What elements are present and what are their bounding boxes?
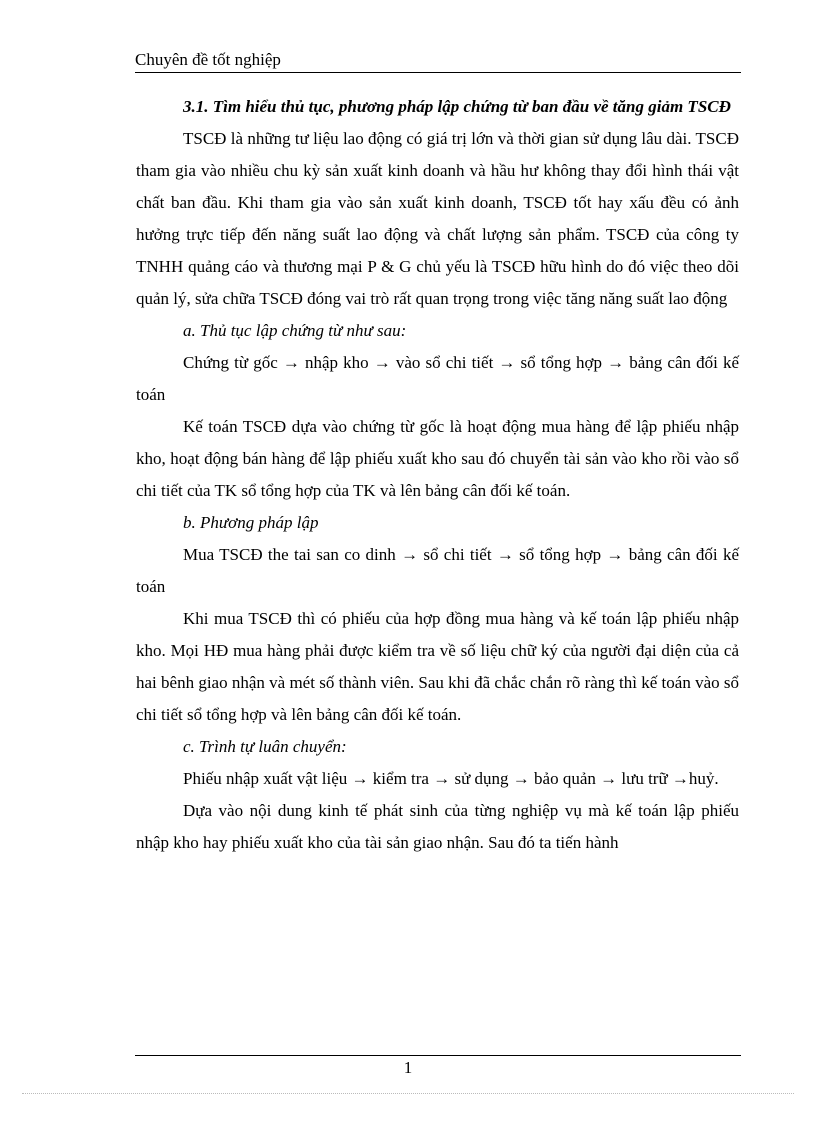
paragraph-circulation-flow: Phiếu nhập xuất vật liệu → kiểm tra → sử dụng → bảo quản → lưu trữ →huỷ. (183, 769, 719, 788)
paragraph-tscd-definition: TSCĐ là những tư liệu lao động có giá trị lớn và thời gian sử dụng lâu dài. TSCĐ tham gia vào nhiều chu kỳ sản xuất kinh doanh và hầu hư không thay đổi hình thái vật chất ban đầu. Khi tham gia vào sản xuất kinh doanh, TSCĐ tốt hay xấu đều có ảnh hưởng trực tiếp đến năng suất lao động và chất lượng sản phẩm. TSCĐ của công ty TNHH quảng cáo và thương mại P & G chủ yếu là TSCĐ hữu hình do đó việc theo dõi quản lý, sửa chữa TSCĐ đóng vai trò rất quan trọng trong việc tăng năng suất lao động (136, 129, 739, 308)
paragraph-economic-content: Dựa vào nội dung kinh tế phát sinh của từng nghiệp vụ mà kế toán lập phiếu nhập kho hay phiếu xuất kho của tài sản giao nhận. Sau đó ta tiến hành (136, 801, 739, 852)
page-header (135, 50, 741, 73)
page-number: 1 (403, 1058, 413, 1077)
document-body (136, 91, 739, 859)
page-edge-divider (22, 1093, 794, 1094)
paragraph-procedure-flow: Chứng từ gốc → nhập kho → vào sổ chi tiết → sổ tổng hợp → bảng cân đối kế toán (136, 353, 739, 404)
subheading-procedure: a. Thủ tục lập chứng từ như sau: (183, 321, 407, 340)
paragraph-purchase-check: Khi mua TSCĐ thì có phiếu của hợp đồng mua hàng và kế toán lập phiếu nhập kho. Mọi HĐ mua hàng phải được kiểm tra về số liệu chữ ký của người đại diện của cả hai bênh giao nhận và mét số thành viên. Sau khi đã chắc chắn rõ ràng thì kế toán vào sổ chi tiết sổ tổng hợp và lên bảng cân đối kế toán. (136, 609, 739, 724)
paragraph-method-flow: Mua TSCĐ the tai san co dinh → sổ chi tiết → sổ tổng hợp → bảng cân đối kế toán (136, 545, 739, 596)
footer-divider (135, 1055, 741, 1056)
header-title: Chuyên đề tốt nghiệp (135, 50, 281, 69)
paragraph-accounting-basis: Kế toán TSCĐ dựa vào chứng từ gốc là hoạt động mua hàng để lập phiếu nhập kho, hoạt động bán hàng để lập phiếu xuất kho sau đó chuyển tài sản vào kho rồi vào sổ chi tiết của TK sổ tổng hợp của TK và lên bảng cân đối kế toán. (136, 417, 739, 500)
subheading-method: b. Phương pháp lập (183, 513, 319, 532)
subheading-circulation: c. Trình tự luân chuyển: (183, 737, 347, 756)
section-title: 3.1. Tìm hiểu thủ tục, phương pháp lập chứng từ ban đầu về tăng giảm TSCĐ (183, 97, 731, 116)
